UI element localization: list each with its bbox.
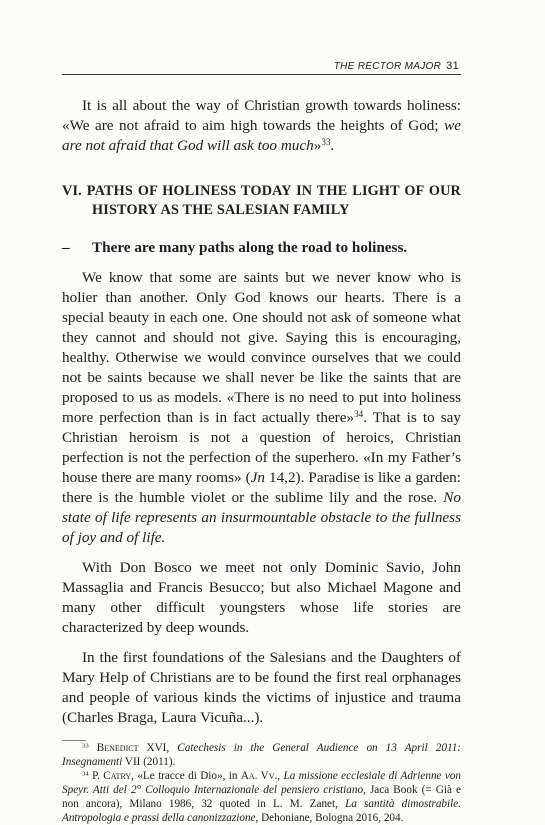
running-header — [334, 60, 459, 72]
footnote-ref-34[interactable]: 34 — [354, 408, 364, 419]
paragraph-2: With Don Bosco we meet not only Dominic Savio, John Massaglia and Francis Besucco; but also Michael Magone and many other difficult youngsters whose life stories are characterized by deep wounds. — [62, 559, 461, 636]
page-number: 31 — [446, 60, 459, 72]
intro-paragraph: It is all about the way of Christian growth towards holiness: «We are not afraid to aim high towards the heights of God; we are not afraid that God will ask too much»$^{33}$. — [62, 97, 461, 154]
running-title: THE RECTOR MAJOR — [333, 61, 442, 72]
footnote-33: $^{33}$ Benedict XVI, Catechesis in the General Audience on 13 April 2011: Insegnamenti VII (2011). — [62, 742, 462, 768]
section-heading: VI. PATHS OF HOLINESS TODAY IN THE LIGHT OF OUR HISTORY AS THE SALESIAN FAMILY — [62, 183, 461, 218]
dash-marker: – — [62, 239, 70, 256]
subsection-heading: – There are many paths along the road to holiness. — [62, 239, 408, 256]
footnote-34: $^{34}$ P. Catry, «Le tracce di Dio», in Aa. Vv., La missione ecclesiale di Adrienne von Speyr. Atti del 2° Colloquio Internazionale del pensiero cristiano, Jaca Book (= Già e non ancora), Milano 1986, 32 quoted in L. M. Zanet, La santità dimostrabile. Antropologia e prassi della canonizzazione, Dehoniane, Bologna 2016, 204. — [62, 770, 462, 824]
paragraph-3: In the first foundations of the Salesians and the Daughters of Mary Help of Christians are to be found the first real orphanages and people of various kinds the victims of injustice and trauma (Charles Braga, Laura Vicuña...). — [62, 649, 461, 726]
footnote-ref-33[interactable]: 33 — [321, 136, 331, 147]
paragraph-1: We know that some are saints but we never know who is holier than another. Only God knows our hearts. There is a special beauty in each one. One should not ask of someone what they cannot and should not give. Saying this is encouraging, healthy. Otherwise we would convince ourselves that we could not be saints because we shall never be like the saints that are proposed to us as models. «There is no need to put into holiness more perfection than is in fact actually there»$^{34}$. That is to say Christian heroism is not a question of heroics, Christian perfection is not the perfection of the superhero. «In my Father’s house there are many rooms» (Jn 14,2). Paradise is like a garden: there is the humble violet or the sublime lily and the rose. No state of life represents an insurmountable obstacle to the fullness of joy and of life. — [62, 269, 461, 546]
header-rule — [62, 74, 461, 75]
text-block — [62, 96, 461, 825]
